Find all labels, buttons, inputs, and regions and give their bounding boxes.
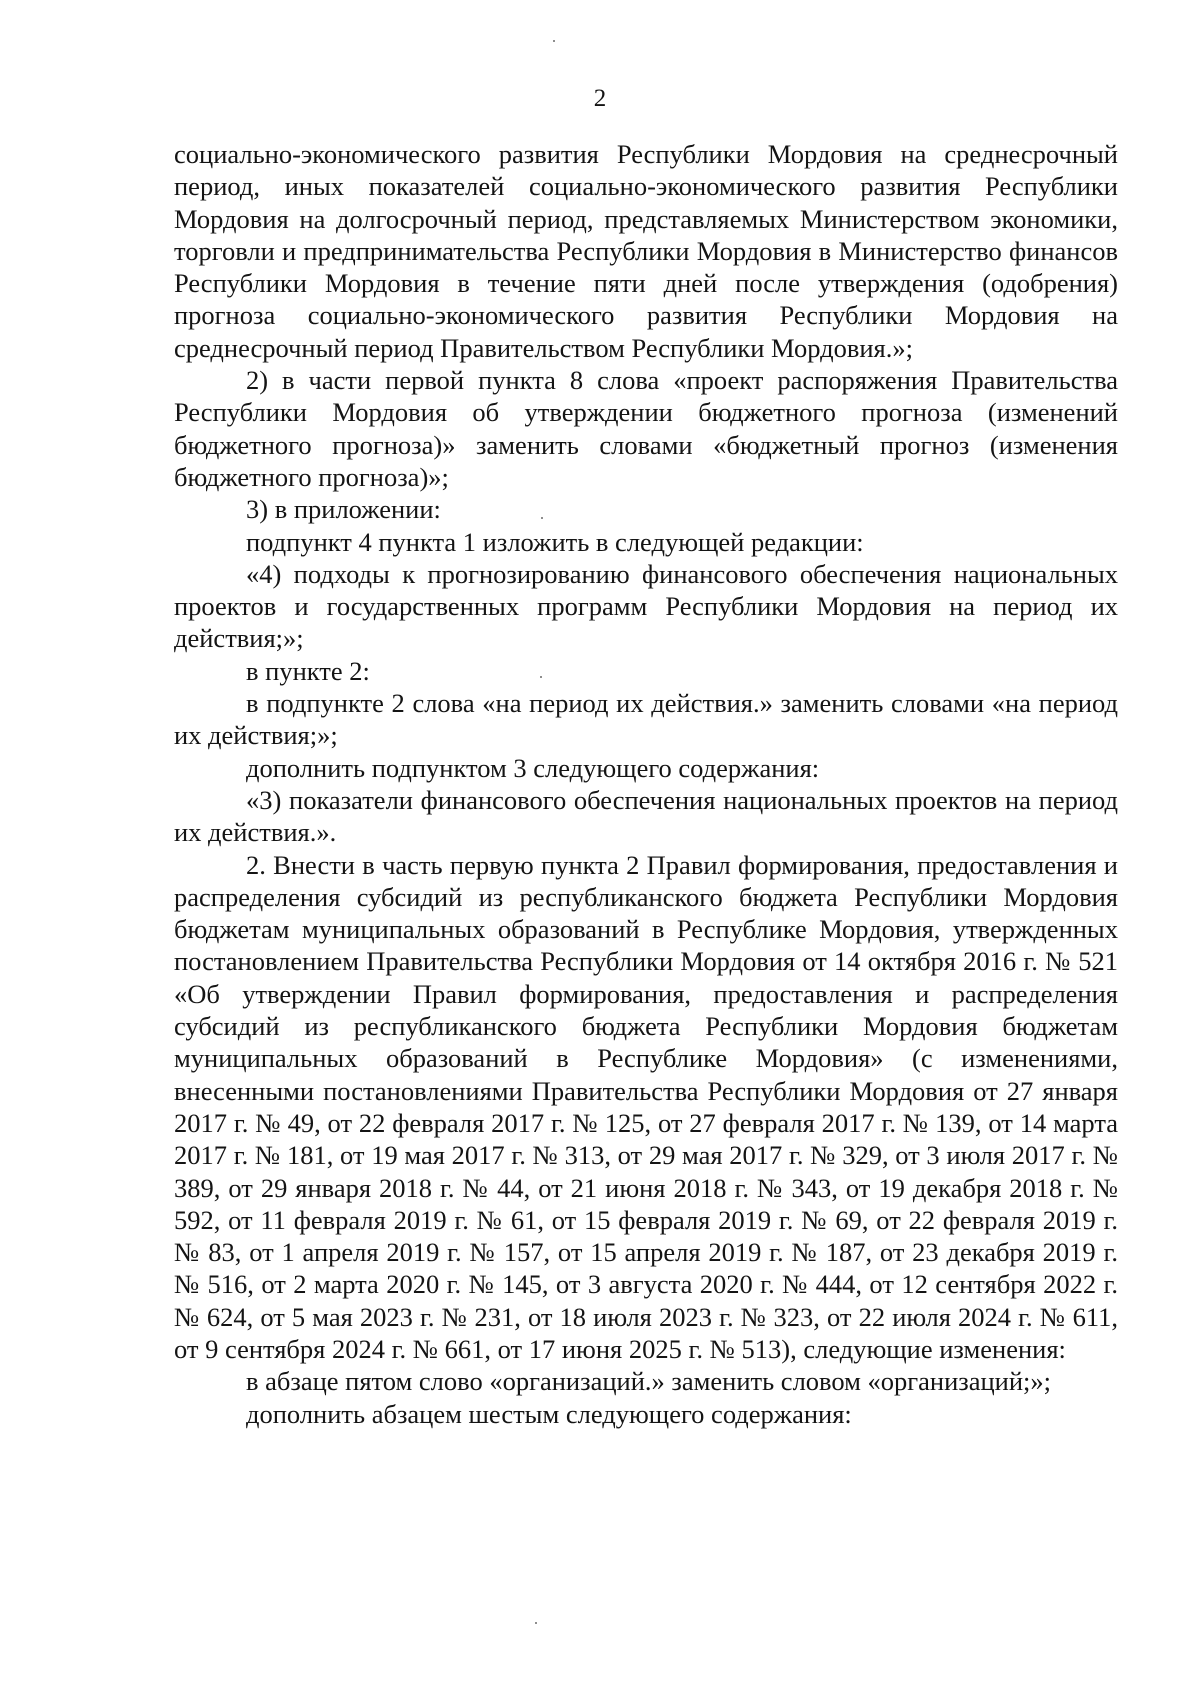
- paragraph: «4) подходы к прогнозированию финансового обеспечения национальных проектов и государственных программ Республики Мордовия на период их действия;»;: [174, 558, 1118, 654]
- paragraph: в подпункте 2 слова «на период их действия.» заменить словами «на период их действия;»;: [174, 688, 1118, 751]
- paragraph: в абзаце пятом слово «организаций.» заменить словом «организаций;»;: [246, 1366, 1052, 1397]
- paragraph: социально-экономического развития Республики Мордовия на среднесрочный период, иных показателей социально-экономического развития Республики Мордовия на долгосрочный период, представляемых Министерством экономики, торговли и предпринимательства Республики Мордовия в Министерство финансов Республики Мордовия в течение пяти дней после утверждения (одобрения) прогноза социально-экономического развития Республики Мордовия на среднесрочный период Правительством Республики Мордовия.»;: [174, 139, 1118, 363]
- paragraph: 2. Внести в часть первую пункта 2 Правил формирования, предоставления и распределения субсидий из республиканского бюджета Республики Мордовия бюджетам муниципальных образований в Республике Мордовия, утвержденных постановлением Правительства Республики Мордовия от 14 октября 2016 г. № 521 «Об утверждении Правил формирования, предоставления и распределения субсидий из республиканского бюджета Республики Мордовия бюджетам муниципальных образований в Республике Мордовия» (с изменениями, внесенными постановлениями Правительства Республики Мордовия от 27 января 2017 г. № 49, от 22 февраля 2017 г. № 125, от 27 февраля 2017 г. № 139, от 14 марта 2017 г. № 181, от 19 мая 2017 г. № 313, от 29 мая 2017 г. № 329, от 3 июля 2017 г. № 389, от 29 января 2018 г. № 44, от 21 июня 2018 г. № 343, от 19 декабря 2018 г. № 592, от 11 февраля 2019 г. № 61, от 15 февраля 2019 г. № 69, от 22 февраля 2019 г. № 83, от 1 апреля 2019 г. № 157, от 15 апреля 2019 г. № 187, от 23 декабря 2019 г. № 516, от 2 марта 2020 г. № 145, от 3 августа 2020 г. № 444, от 12 сентября 2022 г. № 624, от 5 мая 2023 г. № 231, от 18 июля 2023 г. № 323, от 22 июля 2024 г. № 611, от 9 сентября 2024 г. № 661, от 17 июня 2025 г. № 513), следующие изменения:: [174, 849, 1118, 1364]
- paragraph: 2) в части первой пункта 8 слова «проект распоряжения Правительства Республики Мордовия об утверждении бюджетного прогноза (изменений бюджетного прогноза)» заменить словами «бюджетный прогноз (изменения бюджетного прогноза)»;: [174, 365, 1118, 492]
- paragraph: 3) в приложении:: [246, 494, 441, 525]
- scan-speck: [540, 676, 542, 678]
- scan-speck: [541, 517, 543, 519]
- page-number: 2: [593, 85, 607, 112]
- paragraph: дополнить подпунктом 3 следующего содержания:: [246, 752, 820, 783]
- paragraph: «3) показатели финансового обеспечения национальных проектов на период их действия.».: [174, 784, 1118, 848]
- paragraph: подпункт 4 пункта 1 изложить в следующей редакции:: [246, 526, 864, 557]
- scan-speck: [535, 1622, 537, 1624]
- scan-speck: [553, 40, 555, 42]
- paragraph: в пункте 2:: [246, 655, 370, 686]
- paragraph: дополнить абзацем шестым следующего содержания:: [246, 1398, 852, 1429]
- document-body: [174, 138, 1118, 1430]
